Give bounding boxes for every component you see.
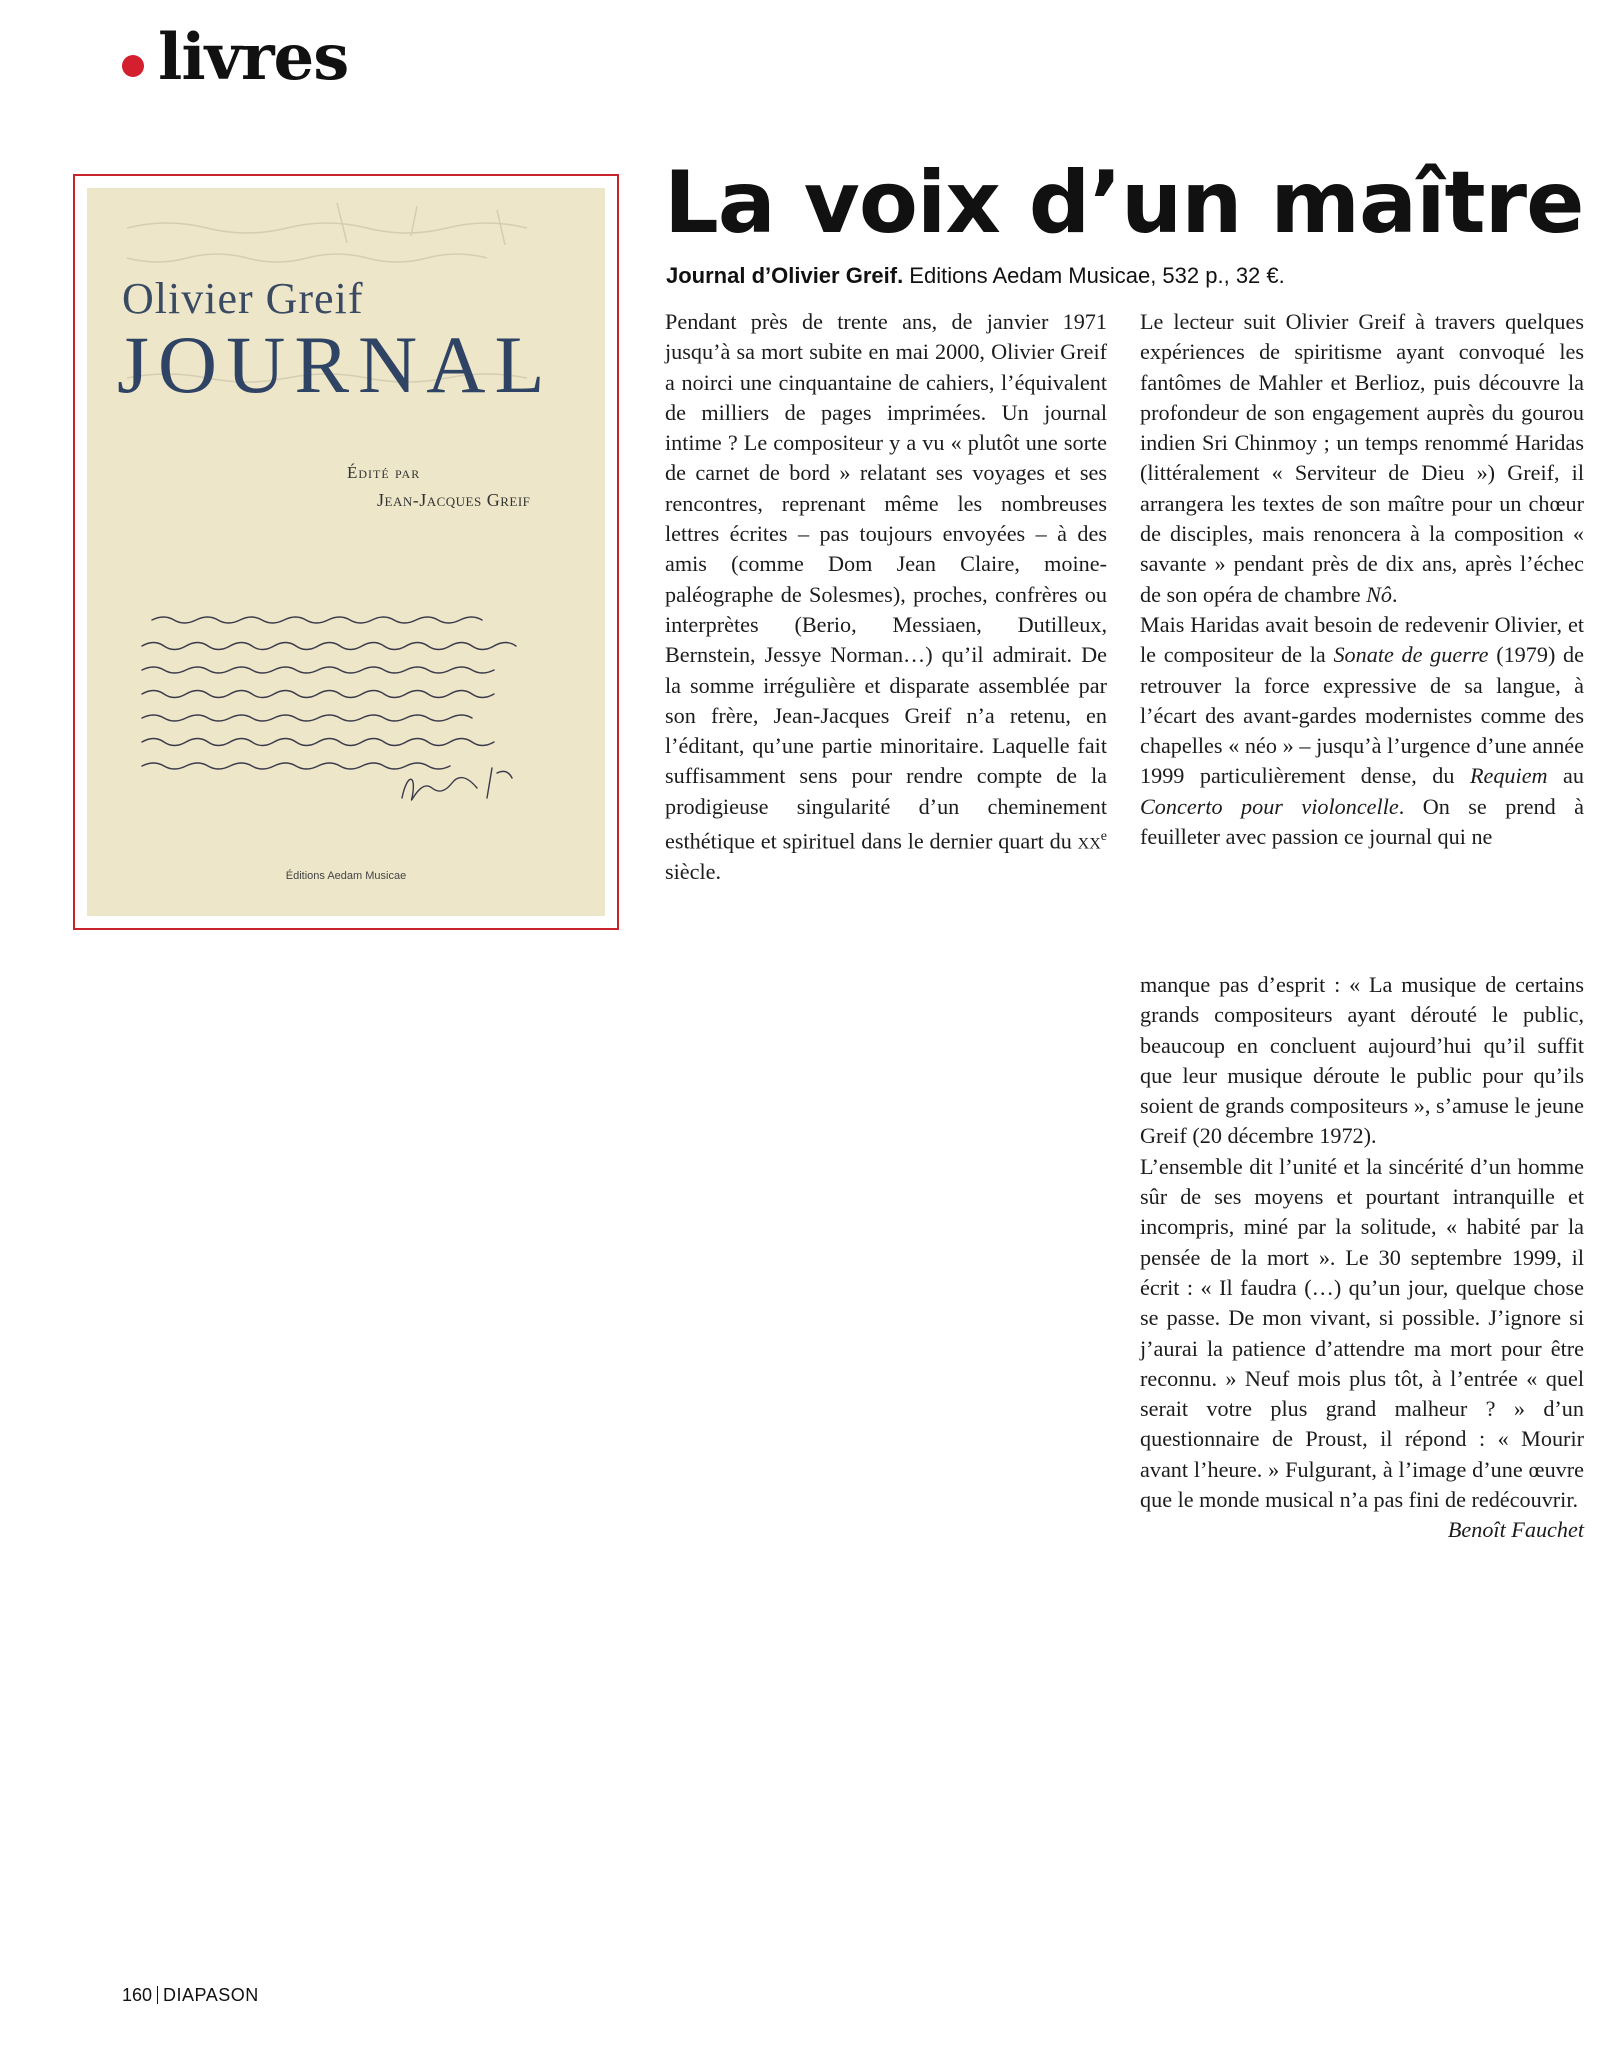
text-span: . xyxy=(1392,581,1398,607)
text-span: (1979) de retrouver la force expressive de sa langue, à l’écart des avant-gardes modernistes comme des chapelles « néo » – jusqu’à l’urgence d’une année 1999 particulièrement dense, du xyxy=(1140,642,1584,789)
paragraph xyxy=(1140,1152,1584,1543)
handwritten-note-icon xyxy=(132,608,572,808)
book-cover-frame xyxy=(73,174,619,930)
page-folio xyxy=(122,1985,259,2006)
work-title: Nô xyxy=(1366,581,1392,607)
page-number: 160 xyxy=(122,1985,153,2005)
text-span: siècle. xyxy=(665,858,722,884)
century-superscript: e xyxy=(1100,829,1107,845)
paragraph xyxy=(1140,307,1584,610)
text-span: Le lecteur suit Olivier Greif à travers quelques expériences de spiritisme ayant convoqué les fantômes de Mahler et Berlioz, puis découvre la profondeur de son engagement auprès du gourou indien Sri Chinmoy ; un temps renommé Haridas (littéralement « Serviteur de Dieu ») Greif, il arrangera les textes de son maître pour un chœur de disciples, mais renoncera à la composition « savante » pendant près de dix ans, après l’échec de son opéra de chambre xyxy=(1140,309,1584,607)
work-title: Requiem xyxy=(1469,763,1548,789)
article-column-1 xyxy=(665,307,1107,887)
text-span: . On se prend à feuilleter avec passion ce journal qui ne xyxy=(1140,793,1585,850)
paragraph xyxy=(665,307,1107,887)
book-cover xyxy=(87,188,605,916)
bullet-dot-icon xyxy=(122,55,144,77)
text-span: L’ensemble dit l’unité et la sincérité d’un homme sûr de ses moyens et pourtant intranquille et incompris, miné par la solitude, « habité par la pensée de la mort ». Le 30 septembre 1999, il écrit : « Il faudra (…) qu’un jour, quelque chose se passe. De mon vivant, si possible. J’ignore si j’aurai la patience d’attendre ma mort pour être reconnu. » Neuf mois plus tôt, à l’entrée « quel serait votre plus grand malheur ? » d’un questionnaire de Proust, il répond : « Mourir avant l’heure. » Fulgurant, à l’image d’une œuvre que le monde musical n’a pas fini de redécouvrir. xyxy=(1140,1153,1584,1513)
article-headline: La voix d’un maître xyxy=(664,153,1584,253)
text-span: Mais Haridas avait besoin de redevenir Olivier, et le compositeur de la xyxy=(1140,611,1584,668)
cover-author: Olivier Greif xyxy=(122,274,364,323)
cover-title: JOURNAL xyxy=(117,319,554,410)
text-span: au xyxy=(1547,763,1584,789)
article-column-3 xyxy=(1140,970,1584,1546)
section-title: livres xyxy=(158,20,349,95)
article-subhead xyxy=(666,263,1285,289)
section-header xyxy=(122,20,349,95)
century-numeral: xx xyxy=(1077,828,1101,854)
magazine-name: DIAPASON xyxy=(163,1985,259,2005)
cover-edited-by: Édité par xyxy=(347,463,421,482)
work-title: Sonate de guerre xyxy=(1333,642,1489,668)
subhead-book-title: Journal d’Olivier Greif. xyxy=(666,263,904,288)
cover-publisher: Éditions Aedam Musicae xyxy=(285,870,407,882)
folio-divider xyxy=(157,1986,158,2004)
paragraph xyxy=(1140,610,1584,852)
article-column-2 xyxy=(1140,307,1584,852)
cover-editor: Jean-Jacques Greif xyxy=(377,490,531,510)
work-title: Concerto pour violoncelle xyxy=(1140,793,1399,819)
article-author: Benoît Fauchet xyxy=(1447,1517,1584,1543)
subhead-book-details: Editions Aedam Musicae, 532 p., 32 €. xyxy=(903,263,1285,288)
paragraph: manque pas d’esprit : « La musique de certains grands compositeurs ayant dérouté le public, beaucoup en concluent aujourd’hui qu’il suffit que leur musique déroute le public pour qu’ils soient de grands compositeurs », s’amuse le jeune Greif (20 décembre 1972). xyxy=(1140,972,1584,1149)
text-span: Pendant près de trente ans, de janvier 1971 jusqu’à sa mort subite en mai 2000, Olivier Greif a noirci une cinquantaine de cahiers, l’équivalent de milliers de pages imprimées. Un journal intime ? Le compositeur y a vu « plutôt une sorte de carnet de bord » relatant ses voyages et ses rencontres, reprenant même les nombreuses lettres écrites – pas toujours envoyées – à des amis (comme Dom Jean Claire, moine-paléographe de Solesmes), proches, confrères ou interprètes (Berio, Messiaen, Dutilleux, Bernstein, Jessye Norman…) qu’il admirait. De la somme irrégulière et disparate assemblée par son frère, Jean-Jacques Greif n’a retenu, en l’éditant, qu’une partie minoritaire. Laquelle fait suffisamment sens pour rendre compte de la prodigieuse singularité d’un cheminement esthétique et spirituel dans le dernier quart du xyxy=(665,309,1107,854)
